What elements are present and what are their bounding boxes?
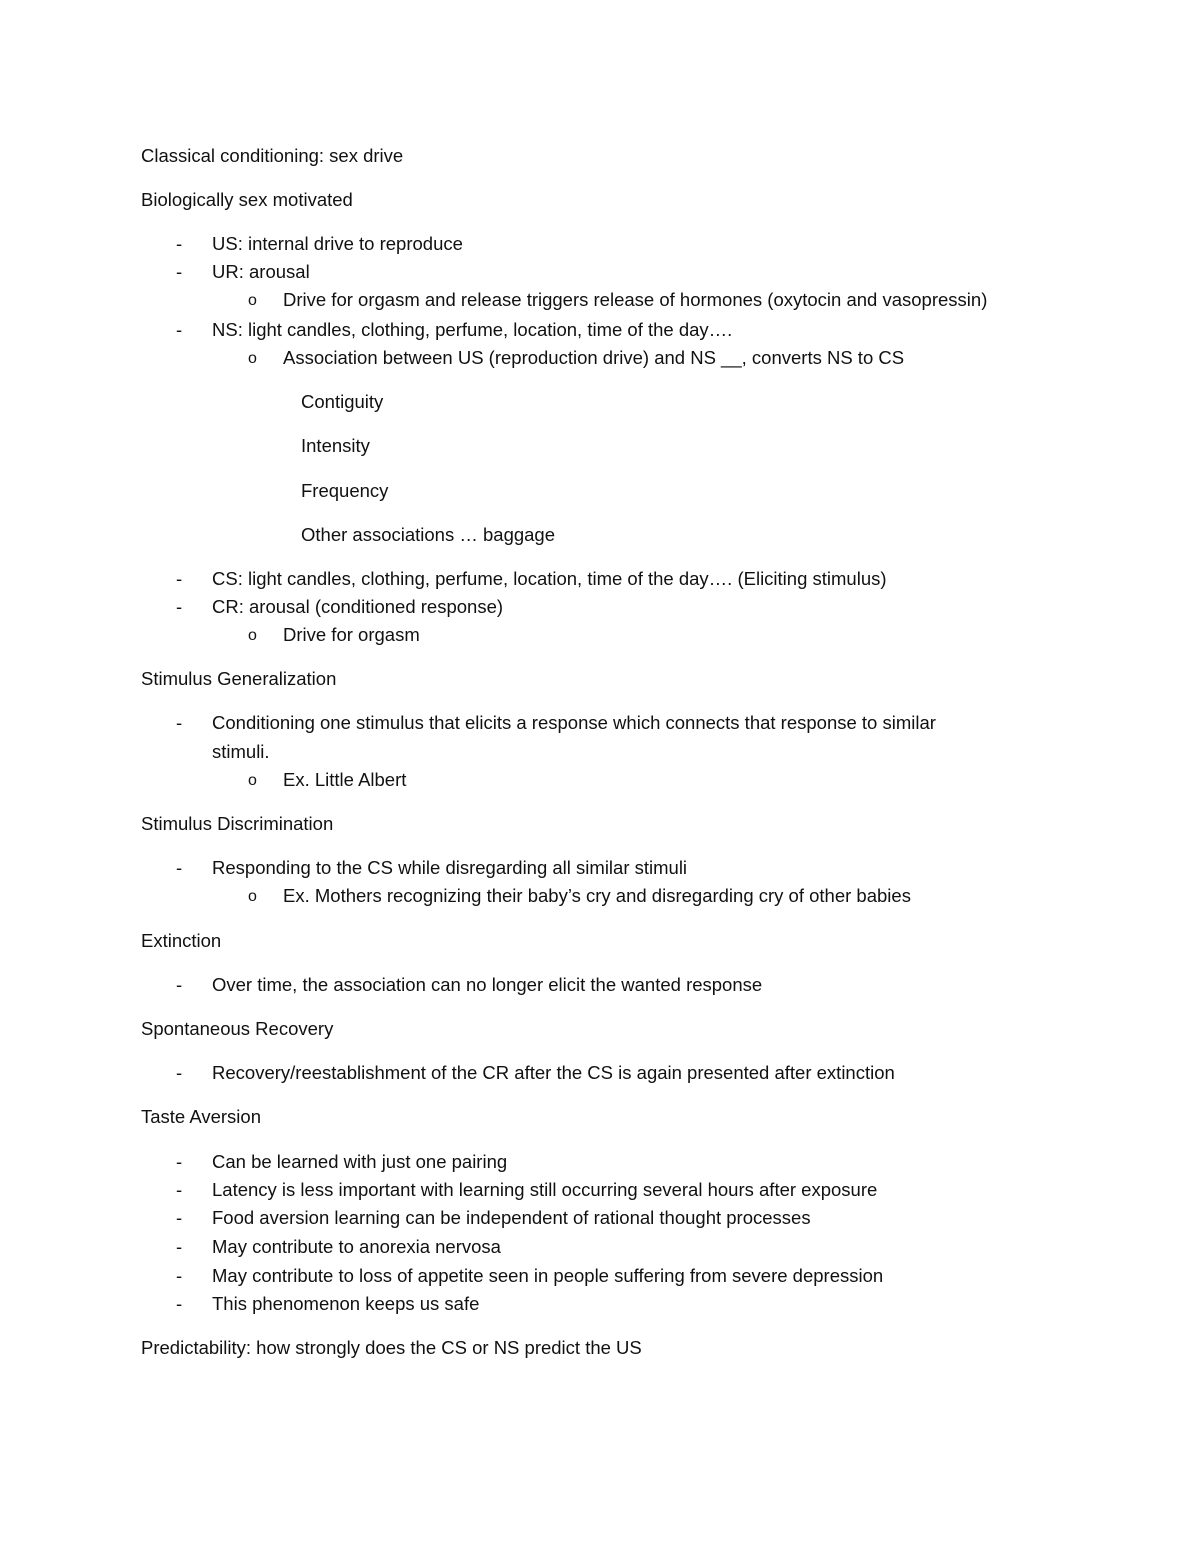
list-item-aversion: Latency is less important with learning still occurring several hours after exposure — [212, 1179, 878, 1200]
list-item-extinction: Over time, the association can no longer elicit the wanted response — [212, 974, 763, 995]
list-item-aversion: This phenomenon keeps us safe — [212, 1293, 480, 1314]
dash-marker: - — [176, 1179, 183, 1200]
dash-marker: - — [176, 568, 183, 589]
sub-item-mothers: Ex. Mothers recognizing their baby’s cry and disregarding cry of other babies — [283, 885, 911, 906]
list-item-us: US: internal drive to reproduce — [212, 233, 463, 254]
section-heading-biological: Biologically sex motivated — [141, 189, 353, 210]
list-item-discrimination: Responding to the CS while disregarding all similar stimuli — [212, 857, 688, 878]
factor-item: Other associations … baggage — [301, 524, 556, 545]
predictability-line: Predictability: how strongly does the CS or NS predict the US — [141, 1337, 642, 1358]
section-heading-discrimination: Stimulus Discrimination — [141, 813, 334, 834]
factor-item: Frequency — [301, 480, 389, 501]
dash-marker: - — [176, 319, 183, 340]
dash-marker: - — [176, 1265, 183, 1286]
sub-item-little-albert: Ex. Little Albert — [283, 769, 407, 790]
sub-item-ur-detail: Drive for orgasm and release triggers release of hormones (oxytocin and vasopressin) — [283, 289, 988, 310]
factor-item: Intensity — [301, 435, 370, 456]
list-item-aversion: Food aversion learning can be independent of rational thought processes — [212, 1207, 811, 1228]
list-item-cs: CS: light candles, clothing, perfume, location, time of the day…. (Eliciting stimulus) — [212, 568, 887, 589]
section-heading-recovery: Spontaneous Recovery — [141, 1018, 334, 1039]
list-item-cr: CR: arousal (conditioned response) — [212, 596, 504, 617]
list-item-aversion: May contribute to anorexia nervosa — [212, 1236, 501, 1257]
dash-marker: - — [176, 712, 183, 733]
list-item-aversion: May contribute to loss of appetite seen in people suffering from severe depression — [212, 1265, 884, 1286]
bullet-marker: o — [248, 627, 257, 644]
section-heading-extinction: Extinction — [141, 930, 222, 951]
bullet-marker: o — [248, 292, 257, 309]
dash-marker: - — [176, 596, 183, 617]
bullet-marker: o — [248, 772, 257, 789]
list-item-aversion: Can be learned with just one pairing — [212, 1151, 508, 1172]
list-item-generalization: Conditioning one stimulus that elicits a response which connects that response to similar — [212, 712, 936, 733]
list-item-ur: UR: arousal — [212, 261, 310, 282]
sub-item-cr-detail: Drive for orgasm — [283, 624, 420, 645]
dash-marker: - — [176, 857, 183, 878]
bullet-marker: o — [248, 888, 257, 905]
document-title: Classical conditioning: sex drive — [141, 145, 404, 166]
sub-item-ns-detail: Association between US (reproduction drive) and NS __, converts NS to CS — [283, 347, 905, 368]
dash-marker: - — [176, 1207, 183, 1228]
list-item-ns: NS: light candles, clothing, perfume, location, time of the day…. — [212, 319, 733, 340]
section-heading-taste-aversion: Taste Aversion — [141, 1106, 261, 1127]
bullet-marker: o — [248, 350, 257, 367]
dash-marker: - — [176, 1293, 183, 1314]
dash-marker: - — [176, 974, 183, 995]
section-heading-generalization: Stimulus Generalization — [141, 668, 337, 689]
factor-item: Contiguity — [301, 391, 384, 412]
dash-marker: - — [176, 261, 183, 282]
dash-marker: - — [176, 1236, 183, 1257]
list-item-generalization-cont: stimuli. — [212, 741, 270, 762]
list-item-recovery: Recovery/reestablishment of the CR after the CS is again presented after extinction — [212, 1062, 895, 1083]
dash-marker: - — [176, 1062, 183, 1083]
dash-marker: - — [176, 1151, 183, 1172]
dash-marker: - — [176, 233, 183, 254]
